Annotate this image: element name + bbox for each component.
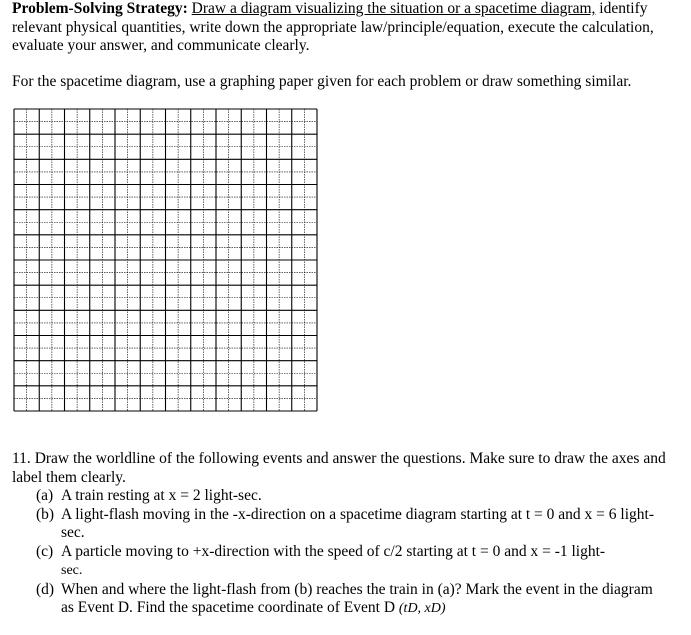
part-c [36, 543, 656, 581]
spacetime-instruction: For the spacetime diagram, use a graphing paper given for each problem or draw something similar. [12, 73, 632, 90]
part-b-label: (b) [36, 505, 55, 523]
event-d-coordinate: (tD, xD) [398, 601, 446, 616]
strategy-rest-text: identify relevant physical quantities, write down the appropriate law/principle/equation, execute the calculation, evaluate your answer, and communicate clearly. [12, 0, 654, 54]
problem-11 [12, 450, 672, 487]
part-a-text: A train resting at x = 2 light-sec. [61, 487, 262, 504]
part-c-text-wrap [61, 543, 656, 581]
part-c-text-tail: sec. [61, 563, 83, 578]
problem-parts [36, 487, 656, 619]
part-d-label: (d) [36, 580, 55, 598]
strategy-lead: Problem-Solving Strategy: [12, 0, 188, 17]
part-d-text: When and where the light-flash from (b) reaches the train in (a)? Mark the event in the diagram as Event D. Find the spacetime coordinate of Event D [61, 580, 653, 616]
part-c-text: A particle moving to +x-direction with the speed of c/2 starting at t = 0 and x = -1 light- [61, 542, 606, 560]
problem-intro: Draw the worldline of the following events and answer the questions. Make sure to draw the axes and label them clearly. [12, 450, 666, 486]
problem-number: 11. [12, 450, 31, 467]
part-c-label: (c) [36, 542, 54, 560]
part-d-text-wrap [61, 581, 656, 619]
part-b [36, 506, 656, 543]
part-a [36, 487, 656, 506]
graph-paper [13, 108, 318, 412]
graph-paper-grid [13, 108, 318, 412]
strategy-underlined-text: Draw a diagram visualizing the situation or a spacetime diagram, [191, 0, 596, 17]
problem-solving-strategy [12, 0, 672, 56]
part-b-text: A light-flash moving in the -x-direction on a spacetime diagram starting at t = 0 and x = 6 light-sec. [61, 505, 655, 541]
part-a-label: (a) [36, 487, 54, 504]
part-d [36, 581, 656, 619]
